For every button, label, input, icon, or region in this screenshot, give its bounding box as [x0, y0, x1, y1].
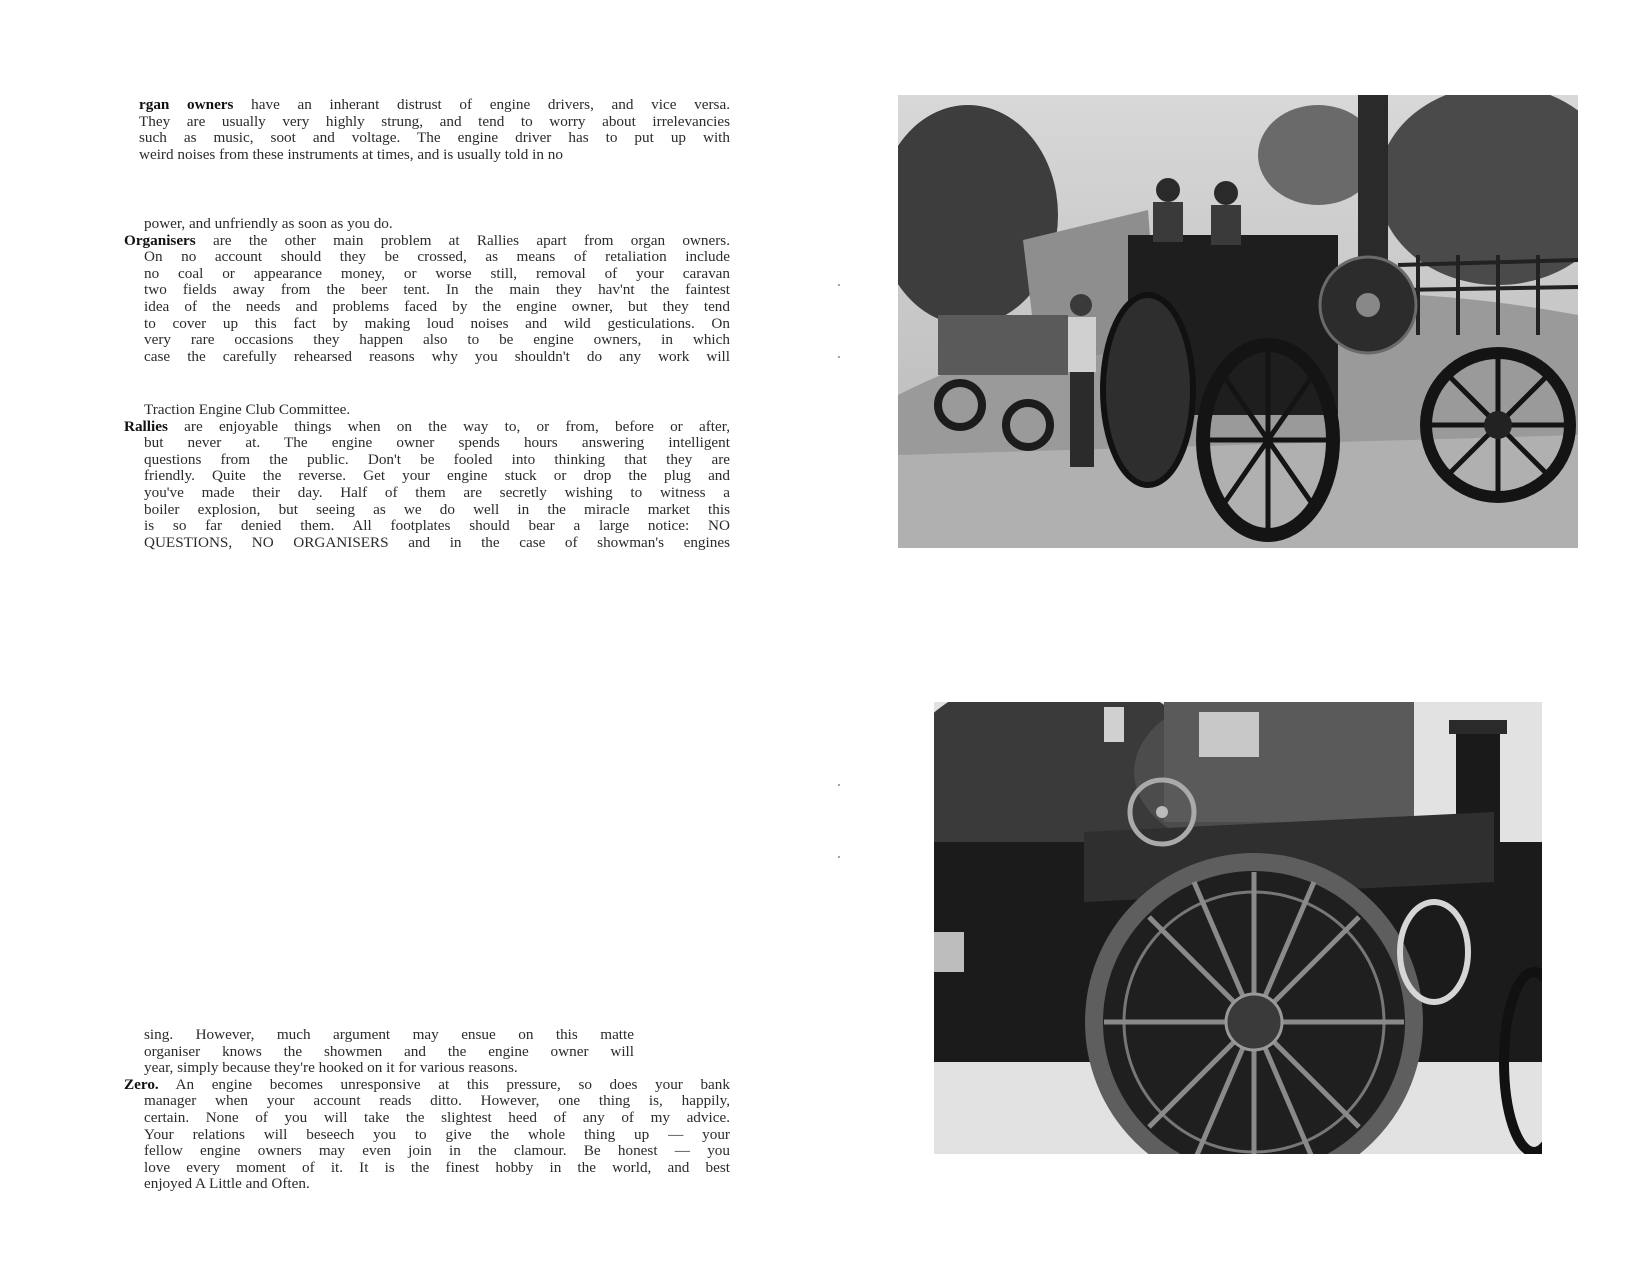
text-line: weird noises from these instruments at times, and is usually told in no [139, 145, 563, 163]
margin-mark [838, 284, 840, 286]
text-line: enjoyed A Little and Often. [144, 1175, 310, 1193]
term-organ-owners: rgan owners [139, 96, 234, 113]
text-line: boiler explosion, but seeing as we do well in the miracle market this [144, 500, 730, 518]
text-line: QUESTIONS, NO ORGANISERS and in the case of showman's engines [144, 533, 730, 551]
text-line: case the carefully rehearsed reasons why you shouldn't do any work will [144, 347, 730, 365]
text-line: friendly. Quite the reverse. Get your engine stuck or drop the plug and [144, 467, 730, 485]
term-organisers: Organisers [124, 231, 196, 249]
term-zero: Zero. [124, 1075, 159, 1093]
text-line: very rare occasions they happen also to be engine owners, in which [144, 331, 730, 349]
photo-traction-engine-closeup-image [934, 702, 1542, 1154]
text-line: organiser knows the showmen and the engine owner will [144, 1042, 634, 1060]
text-line: such as music, soot and voltage. The engine driver has to put up with [139, 129, 730, 147]
text-line: questions from the public. Don't be fooled into thinking that they are [144, 450, 730, 468]
text-line: to cover up this fact by making loud noises and wild gesticulations. On [144, 314, 730, 332]
margin-mark [838, 356, 840, 358]
text-line: is so far denied them. All footplates should bear a large notice: NO [144, 517, 730, 535]
paragraph-rallies [124, 402, 730, 551]
paragraph-organisers [124, 216, 730, 365]
text-line: On no account should they be crossed, as means of retaliation include [144, 248, 730, 266]
text-line: are the other main problem at Rallies apart from organ owners. [213, 231, 731, 249]
text-line: An engine becomes unresponsive at this pressure, so does your bank [175, 1075, 730, 1093]
text-line: but never at. The engine owner spends hours answering intelligent [144, 434, 730, 452]
paragraph-zero [124, 1027, 730, 1193]
photo-traction-engine-closeup [934, 702, 1542, 1154]
photo-traction-engine-crew-image [898, 95, 1578, 548]
text-line: love every moment of it. It is the finest hobby in the world, and best [144, 1158, 730, 1176]
text-line: have an inherant distrust of engine drivers, and vice versa. [251, 96, 730, 113]
photo-traction-engine-crew [898, 95, 1578, 548]
text-line: two fields away from the beer tent. In the main they hav'nt the faintest [144, 281, 730, 299]
text-line: certain. None of you will take the slightest heed of any of my advice. [144, 1108, 730, 1126]
text-line: Traction Engine Club Committee. [144, 401, 351, 418]
text-line: power, and unfriendly as soon as you do. [144, 215, 393, 232]
text-line: year, simply because they're hooked on it for various reasons. [144, 1059, 518, 1077]
margin-mark [838, 784, 840, 786]
term-rallies: Rallies [124, 417, 168, 435]
text-line: are enjoyable things when on the way to, or from, before or after, [184, 417, 730, 435]
text-line: no coal or appearance money, or worse still, removal of your caravan [144, 264, 730, 282]
text-line: sing. However, much argument may ensue on this matte [144, 1026, 634, 1043]
text-line: Your relations will beseech you to give the whole thing up — your [144, 1125, 730, 1143]
text-line: fellow engine owners may even join in the clamour. Be honest — you [144, 1142, 730, 1160]
paragraph-organ-owners [139, 97, 730, 163]
text-line: idea of the needs and problems faced by the engine owner, but they tend [144, 297, 730, 315]
text-line: They are usually very highly strung, and tend to worry about irrelevancies [139, 112, 730, 130]
text-line: you've made their day. Half of them are secretly wishing to witness a [144, 483, 730, 501]
margin-mark [838, 856, 840, 858]
text-line: manager when your account reads ditto. However, one thing is, happily, [144, 1092, 730, 1110]
